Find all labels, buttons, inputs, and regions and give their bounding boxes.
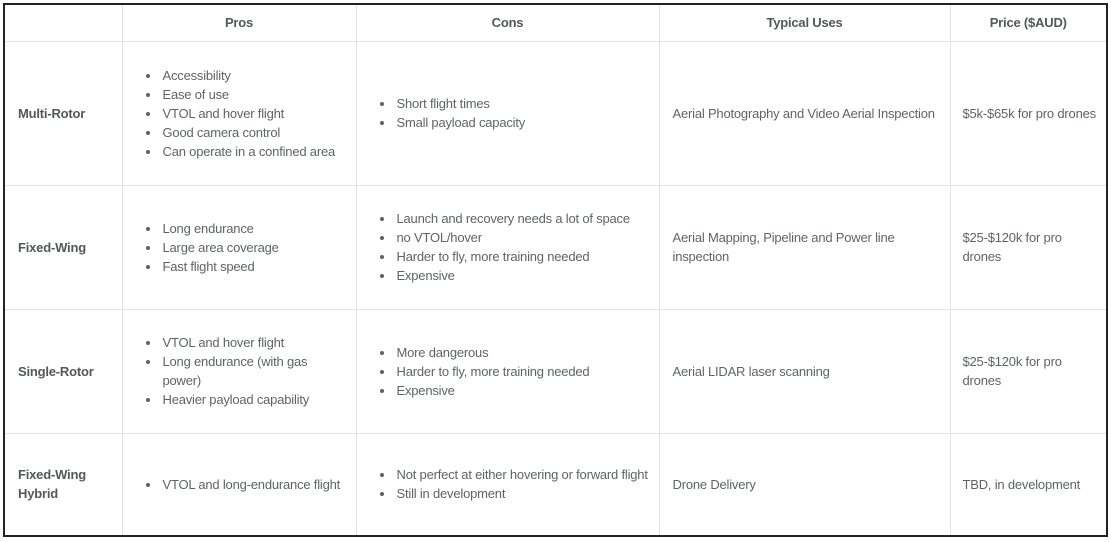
pros-item: • Fast flight speed: [161, 257, 348, 276]
pros-item: • Accessibility: [161, 66, 348, 85]
price-cell: $25-$120k for pro drones: [950, 185, 1107, 309]
col-header-price: Price ($AUD): [950, 4, 1107, 41]
pros-item: • VTOL and hover flight: [161, 333, 348, 352]
pros-item: • Can operate in a confined area: [161, 142, 348, 161]
table-body: [4, 41, 1107, 536]
pros-item: • Long endurance (with gas power): [161, 352, 348, 390]
price-cell: $5k-$65k for pro drones: [950, 41, 1107, 185]
table-row: [4, 433, 1107, 536]
col-header-pros: Pros: [122, 4, 356, 41]
cons-item: • no VTOL/hover: [395, 228, 651, 247]
col-header-typical-uses: Typical Uses: [659, 4, 950, 41]
pros-cell: [122, 41, 356, 185]
table-row: [4, 309, 1107, 433]
row-label: Fixed-Wing Hybrid: [4, 433, 122, 536]
price-cell: TBD, in development: [950, 433, 1107, 536]
cons-item: • More dangerous: [395, 343, 651, 362]
uses-cell: Aerial Mapping, Pipeline and Power line inspection: [659, 185, 950, 309]
table-row: [4, 185, 1107, 309]
cons-item: • Still in development: [395, 484, 651, 503]
row-label: Multi-Rotor: [4, 41, 122, 185]
uses-cell: Aerial LIDAR laser scanning: [659, 309, 950, 433]
header-row: [4, 4, 1107, 41]
cons-item: • Expensive: [395, 266, 651, 285]
table-row: [4, 41, 1107, 185]
cons-item: • Harder to fly, more training needed: [395, 362, 651, 381]
cons-cell: [356, 41, 659, 185]
cons-list: [365, 209, 651, 285]
pros-cell: [122, 185, 356, 309]
pros-item: • Heavier payload capability: [161, 390, 348, 409]
pros-item: • Long endurance: [161, 219, 348, 238]
col-header-cons: Cons: [356, 4, 659, 41]
pros-item: • Ease of use: [161, 85, 348, 104]
pros-item: • Large area coverage: [161, 238, 348, 257]
cons-list: [365, 465, 651, 503]
cons-cell: [356, 309, 659, 433]
cons-cell: [356, 433, 659, 536]
pros-list: [131, 475, 348, 494]
pros-cell: [122, 433, 356, 536]
cons-item: • Not perfect at either hovering or forward flight: [395, 465, 651, 484]
price-cell: $25-$120k for pro drones: [950, 309, 1107, 433]
drone-comparison-table: [3, 3, 1108, 537]
cons-list: [365, 94, 651, 132]
pros-list: [131, 219, 348, 276]
cons-cell: [356, 185, 659, 309]
cons-item: • Short flight times: [395, 94, 651, 113]
pros-cell: [122, 309, 356, 433]
pros-list: [131, 66, 348, 161]
cons-item: • Launch and recovery needs a lot of space: [395, 209, 651, 228]
row-label: Single-Rotor: [4, 309, 122, 433]
col-header-blank: [4, 4, 122, 41]
row-label: Fixed-Wing: [4, 185, 122, 309]
pros-item: • Good camera control: [161, 123, 348, 142]
pros-item: • VTOL and hover flight: [161, 104, 348, 123]
cons-list: [365, 343, 651, 400]
cons-item: • Harder to fly, more training needed: [395, 247, 651, 266]
uses-cell: Drone Delivery: [659, 433, 950, 536]
pros-item: • VTOL and long-endurance flight: [161, 475, 348, 494]
cons-item: • Expensive: [395, 381, 651, 400]
uses-cell: Aerial Photography and Video Aerial Inspection: [659, 41, 950, 185]
pros-list: [131, 333, 348, 409]
cons-item: • Small payload capacity: [395, 113, 651, 132]
